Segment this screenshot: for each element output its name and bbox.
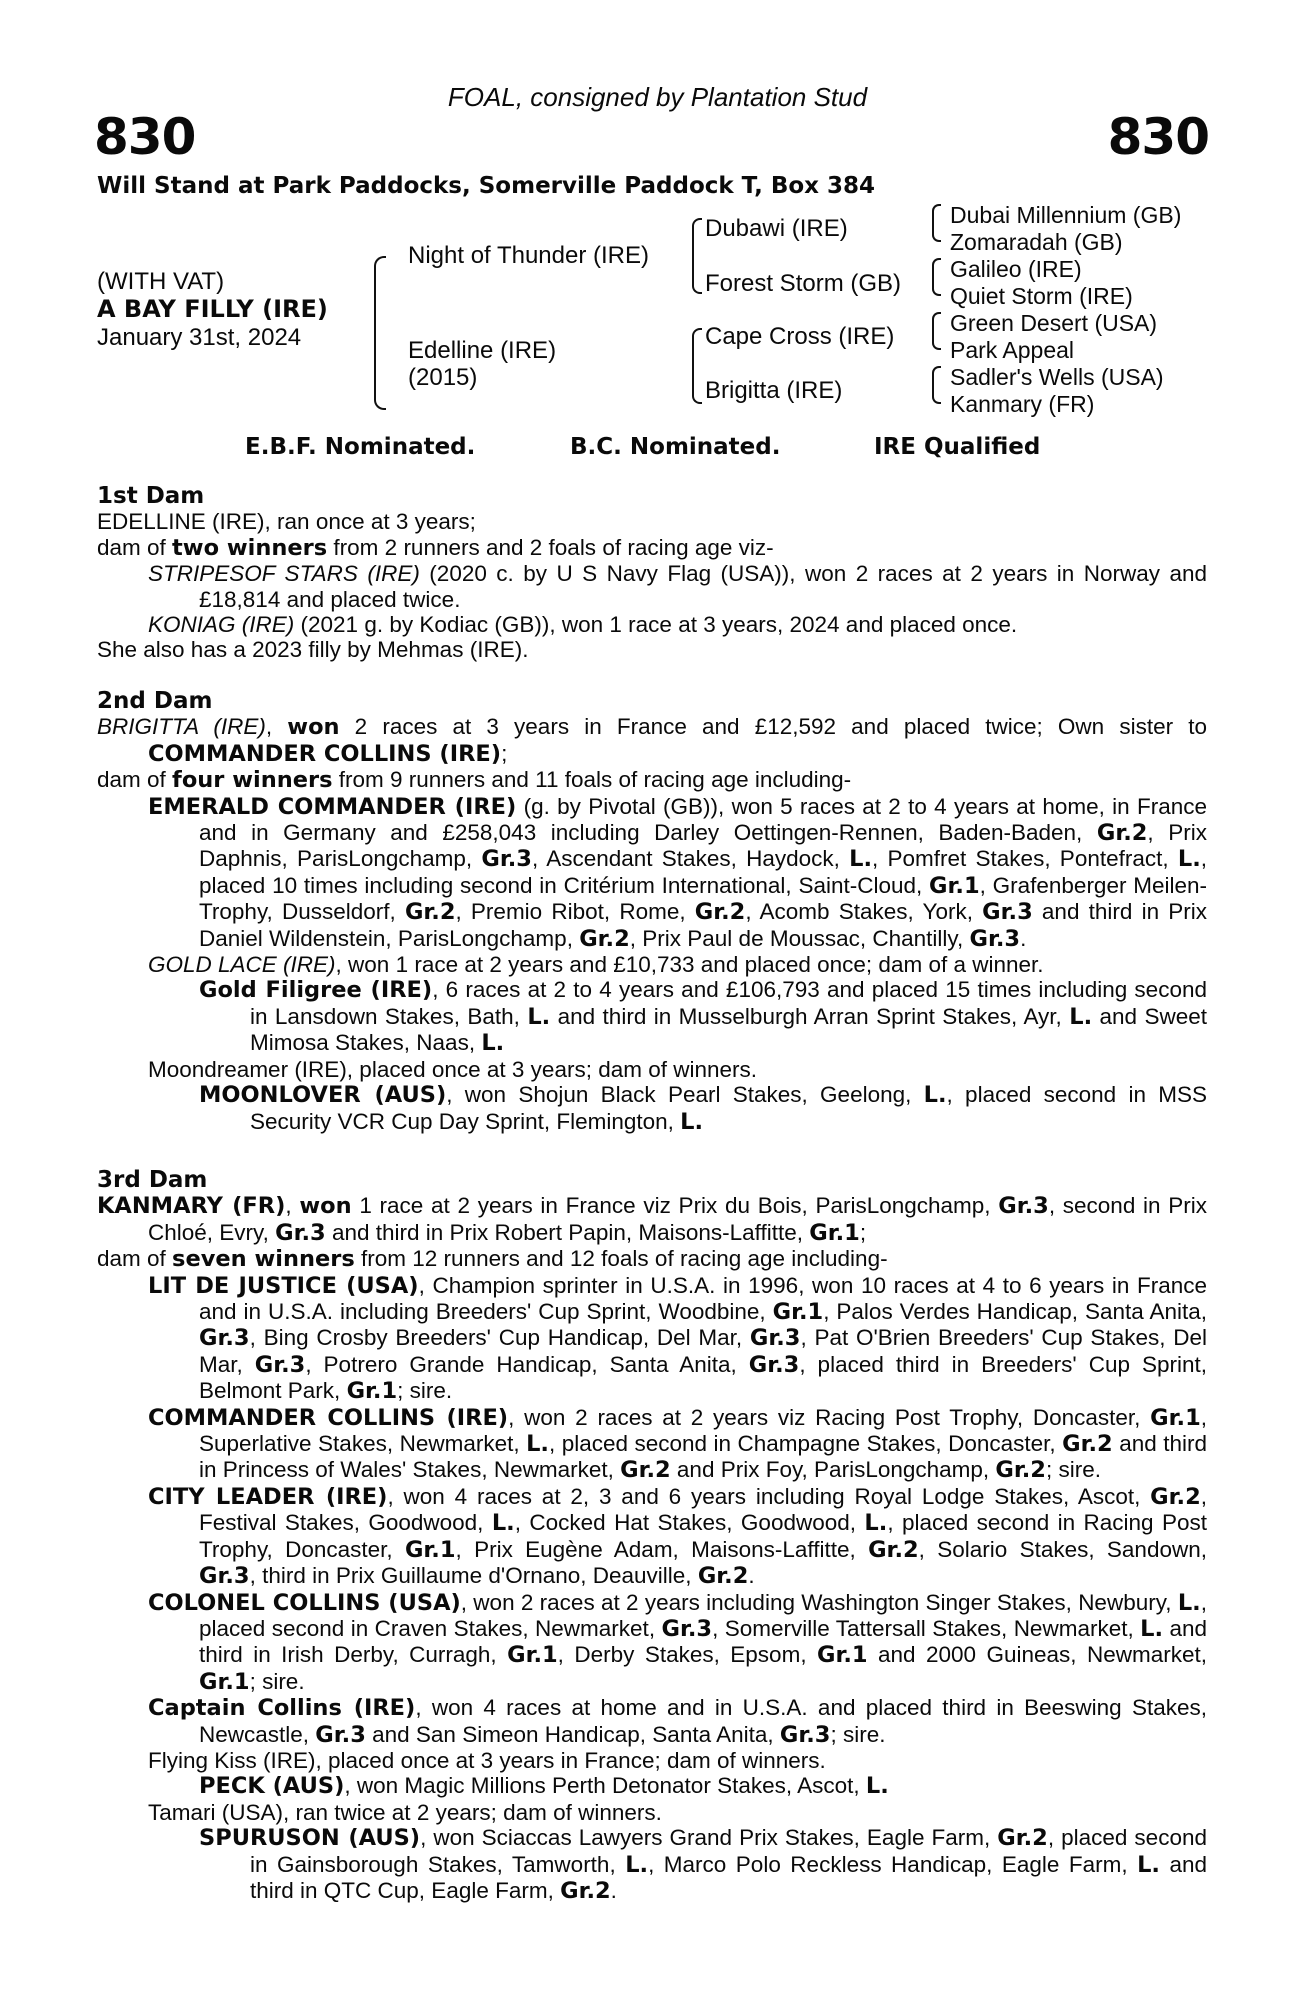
- ebf-nomination: E.B.F. Nominated.: [245, 434, 476, 460]
- pedigree-brace-g1: [932, 204, 941, 242]
- first-dam-produce-line: dam of two winners from 2 runners and 2 foals of racing age viz-: [97, 534, 774, 561]
- first-dam-heading: 1st Dam: [97, 483, 205, 509]
- third-dam-produce-line: dam of seven winners from 12 runners and 12 foals of racing age including-: [97, 1246, 888, 1273]
- grandsire-1: Dubai Millennium (GB): [950, 202, 1182, 228]
- first-dam-section: [97, 484, 1207, 663]
- second-dam-line: BRIGITTA (IRE), won 2 races at 3 years in France and £12,592 and placed twice; Own sister to COMMANDER COLLINS (IRE);: [97, 714, 1207, 767]
- produce-entry: MOONLOVER (AUS), won Shojun Black Pearl Stakes, Geelong, L., placed second in MSS Security VCR Cup Day Sprint, Flemington, L.: [199, 1082, 1207, 1135]
- grandsire-4: Sadler's Wells (USA): [950, 364, 1164, 390]
- produce-entry: EMERALD COMMANDER (IRE) (g. by Pivotal (GB)), won 5 races at 2 to 4 years at home, in France and in Germany and £258,043 including Darley Oettingen-Rennen, Baden-Baden, Gr.2, Prix Daphnis, ParisLongchamp, Gr.3, Ascendant Stakes, Haydock, L., Pomfret Stakes, Pontefract, L., placed 10 times including second in Critérium International, Saint-Cloud, Gr.1, Grafenberger Meilen-Trophy, Dusseldorf, Gr.2, Premio Ribot, Rome, Gr.2, Acomb Stakes, York, Gr.3 and third in Prix Daniel Wildenstein, ParisLongchamp, Gr.2, Prix Paul de Moussac, Chantilly, Gr.3.: [148, 793, 1208, 952]
- produce-entry: LIT DE JUSTICE (USA), Champion sprinter in U.S.A. in 1996, won 10 races at 4 to 6 years in France and in U.S.A. including Breeders' Cup Sprint, Woodbine, Gr.1, Palos Verdes Handicap, Santa Anita, Gr.3, Bing Crosby Breeders' Cup Handicap, Del Mar, Gr.3, Pat O'Brien Breeders' Cup Stakes, Del Mar, Gr.3, Potrero Grande Handicap, Santa Anita, Gr.3, placed third in Breeders' Cup Sprint, Belmont Park, Gr.1; sire.: [148, 1272, 1208, 1405]
- second-dam-section: [97, 689, 1207, 1135]
- produce-entry: SPURUSON (AUS), won Sciaccas Lawyers Grand Prix Stakes, Eagle Farm, Gr.2, placed second in Gainsborough Stakes, Tamworth, L., Marco Polo Reckless Handicap, Eagle Farm, L. and third in QTC Cup, Eagle Farm, Gr.2.: [199, 1825, 1208, 1904]
- dam-year: (2015): [408, 364, 478, 391]
- pedigree-brace-dam: [692, 328, 702, 404]
- sire-dam: Forest Storm (GB): [705, 270, 902, 297]
- produce-entry: KONIAG (IRE) (2021 g. by Kodiac (GB)), won 1 race at 3 years, 2024 and placed once.: [148, 612, 1018, 638]
- vat-note: (WITH VAT): [97, 268, 225, 295]
- grandsire-2: Galileo (IRE): [950, 256, 1082, 282]
- dam-dam: Brigitta (IRE): [705, 377, 843, 404]
- produce-entry: GOLD LACE (IRE), won 1 race at 2 years and £10,733 and placed once; dam of a winner.: [148, 952, 1044, 978]
- produce-entry: CITY LEADER (IRE), won 4 races at 2, 3 and 6 years including Royal Lodge Stakes, Ascot, Gr.2, Festival Stakes, Goodwood, L., Cocked Hat Stakes, Goodwood, L., placed second in Racing Post Trophy, Doncaster, Gr.1, Prix Eugène Adam, Maisons-Laffitte, Gr.2, Solario Stakes, Sandown, Gr.3, third in Prix Guillaume d'Ornano, Deauville, Gr.2.: [148, 1483, 1207, 1590]
- granddam-2: Quiet Storm (IRE): [950, 283, 1133, 309]
- dam-sire: Cape Cross (IRE): [705, 323, 895, 350]
- grandsire-3: Green Desert (USA): [950, 310, 1158, 336]
- stand-location: Will Stand at Park Paddocks, Somerville Paddock T, Box 384: [97, 173, 876, 199]
- third-dam-heading: 3rd Dam: [97, 1167, 208, 1193]
- first-dam-footnote: She also has a 2023 filly by Mehmas (IRE).: [97, 637, 529, 663]
- pedigree-brace-main: [374, 256, 386, 410]
- first-dam-line: EDELLINE (IRE), ran once at 3 years;: [97, 509, 476, 535]
- pedigree-brace-g4: [932, 366, 941, 404]
- granddam-4: Kanmary (FR): [950, 391, 1095, 417]
- pedigree-brace-g3: [932, 312, 941, 350]
- sire-sire: Dubawi (IRE): [705, 215, 848, 242]
- produce-entry: COLONEL COLLINS (USA), won 2 races at 2 years including Washington Singer Stakes, Newbury, L., placed second in Craven Stakes, Newmarket, Gr.3, Somerville Tattersall Stakes, Newmarket, L. and third in Irish Derby, Curragh, Gr.1, Derby Stakes, Epsom, Gr.1 and 2000 Guineas, Newmarket, Gr.1; sire.: [148, 1589, 1207, 1695]
- third-dam-line: KANMARY (FR), won 1 race at 2 years in France viz Prix du Bois, ParisLongchamp, Gr.3, second in Prix Chloé, Evry, Gr.3 and third in Prix Robert Papin, Maisons-Laffitte, Gr.1;: [97, 1193, 1207, 1246]
- produce-entry: COMMANDER COLLINS (IRE), won 2 races at 2 years viz Racing Post Trophy, Doncaster, Gr.1, Superlative Stakes, Newmarket, L., placed second in Champagne Stakes, Doncaster, Gr.2 and third in Princess of Wales' Stakes, Newmarket, Gr.2 and Prix Foy, ParisLongchamp, Gr.2; sire.: [148, 1404, 1207, 1484]
- produce-entry: Flying Kiss (IRE), placed once at 3 years in France; dam of winners.: [148, 1747, 826, 1773]
- date-of-birth: January 31st, 2024: [97, 324, 302, 351]
- second-dam-heading: 2nd Dam: [97, 688, 213, 714]
- produce-entry: Tamari (USA), ran twice at 2 years; dam of winners.: [148, 1799, 662, 1825]
- ire-qualified: IRE Qualified: [874, 434, 1041, 460]
- produce-entry: Gold Filigree (IRE), 6 races at 2 to 4 years and £106,793 and placed 15 times including second in Lansdown Stakes, Bath, L. and third in Musselburgh Arran Sprint Stakes, Ayr, L. and Sweet Mimosa Stakes, Naas, L.: [199, 977, 1208, 1057]
- third-dam-section: [97, 1168, 1207, 1904]
- granddam-1: Zomaradah (GB): [950, 229, 1123, 255]
- second-dam-produce-line: dam of four winners from 9 runners and 11 foals of racing age including-: [97, 767, 852, 794]
- produce-entry: PECK (AUS), won Magic Millions Perth Detonator Stakes, Ascot, L.: [199, 1773, 889, 1800]
- lot-number-left: 830: [94, 108, 196, 166]
- dam: Edelline (IRE): [408, 337, 557, 364]
- pedigree-brace-g2: [932, 258, 941, 296]
- pedigree-brace-sire: [692, 218, 702, 294]
- bc-nomination: B.C. Nominated.: [570, 434, 781, 460]
- granddam-3: Park Appeal: [950, 337, 1075, 363]
- lot-name: A BAY FILLY (IRE): [97, 295, 328, 323]
- produce-entry: Captain Collins (IRE), won 4 races at home and in U.S.A. and placed third in Beeswing Stakes, Newcastle, Gr.3 and San Simeon Handicap, Santa Anita, Gr.3; sire.: [148, 1695, 1207, 1748]
- lot-number-right: 830: [1107, 108, 1209, 166]
- sire: Night of Thunder (IRE): [408, 242, 649, 269]
- produce-entry: Moondreamer (IRE), placed once at 3 years; dam of winners.: [148, 1056, 758, 1082]
- consignment-line: FOAL, consigned by Plantation Stud: [447, 82, 868, 112]
- produce-entry: STRIPESOF STARS (IRE) (2020 c. by U S Navy Flag (USA)), won 2 races at 2 years in Norway and £18,814 and placed twice.: [148, 561, 1208, 612]
